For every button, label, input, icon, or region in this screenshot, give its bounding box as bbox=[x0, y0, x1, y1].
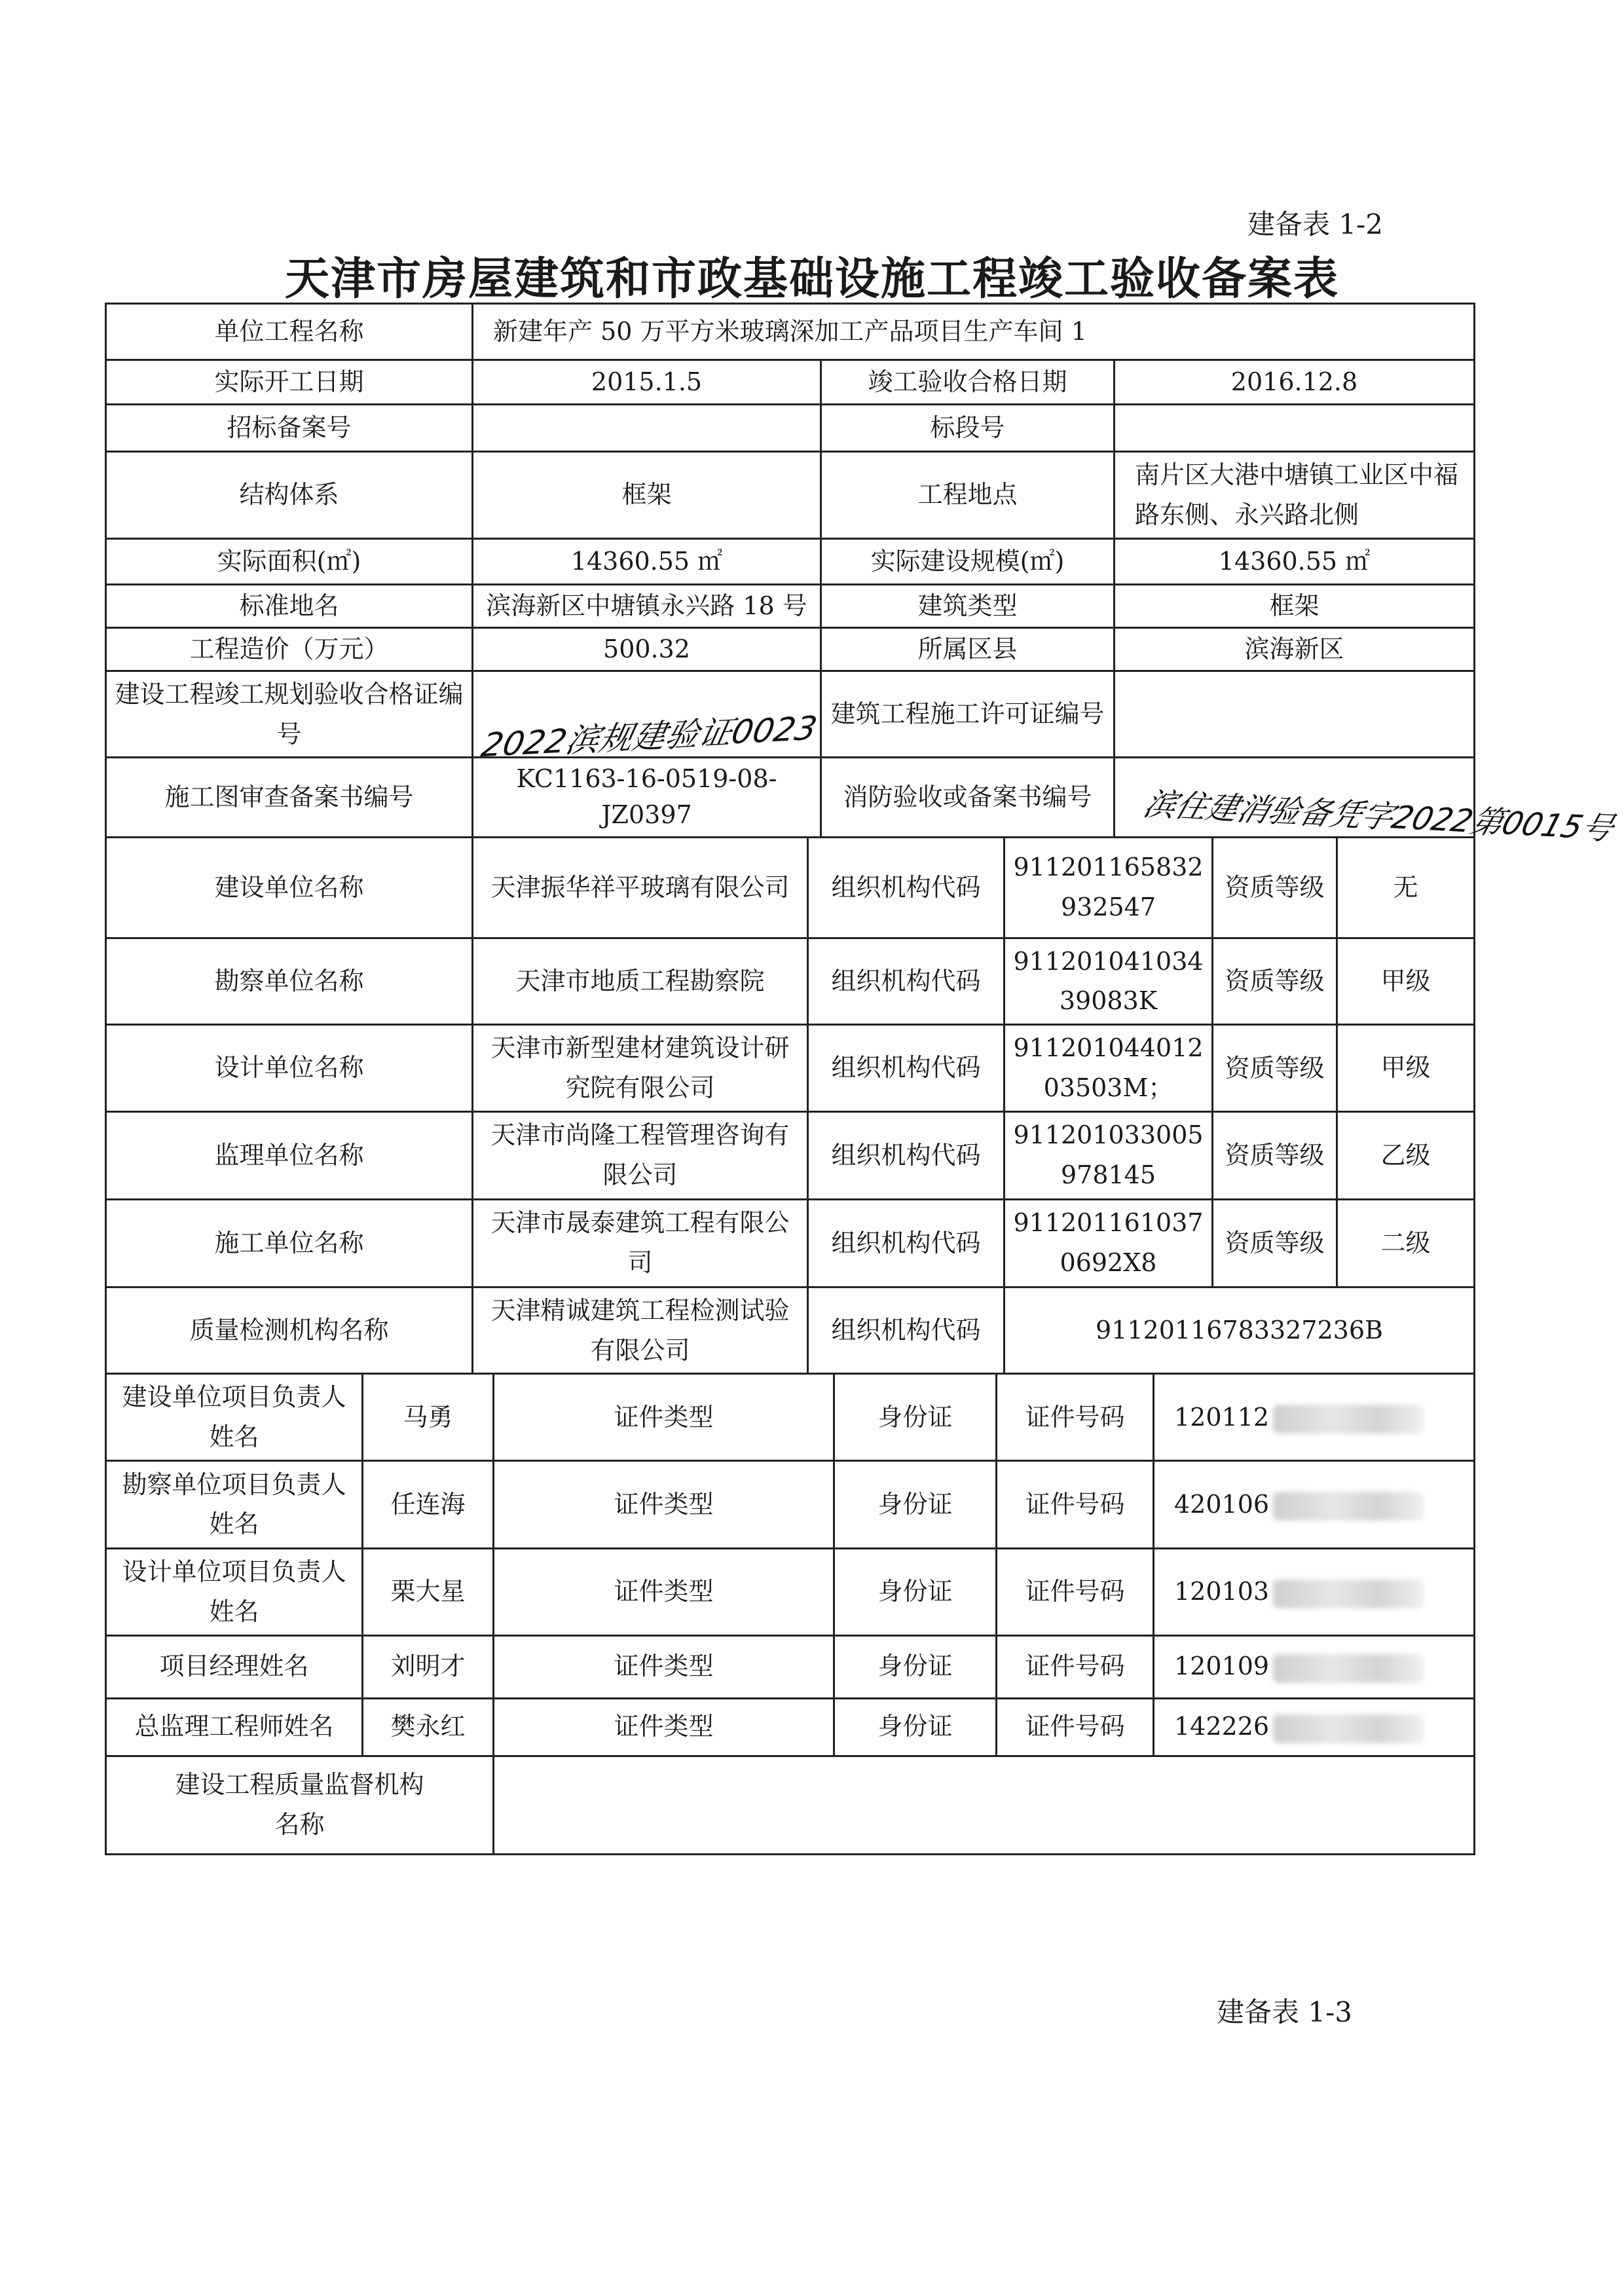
persons-table bbox=[105, 1373, 1475, 1855]
label-quality-supervision: 建设工程质量监督机构名称 bbox=[106, 1756, 494, 1854]
value-qualification-survey: 甲级 bbox=[1337, 938, 1475, 1025]
redacted-area bbox=[1273, 1405, 1424, 1434]
label-id-type-build: 证件类型 bbox=[494, 1374, 834, 1461]
handwritten-fire-record-number: 滨住建消验备凭字2022第0015号 bbox=[1139, 786, 1619, 847]
value-org-code-design: 91120104401203503M； bbox=[1005, 1025, 1213, 1112]
label-id-number-survey: 证件号码 bbox=[997, 1460, 1154, 1548]
label-org-code-supervision: 组织机构代码 bbox=[808, 1111, 1005, 1199]
label-bid-record-no: 招标备案号 bbox=[106, 405, 473, 452]
value-bid-record-no bbox=[473, 405, 821, 452]
label-start-date: 实际开工日期 bbox=[106, 360, 473, 405]
id-prefix: 120103 bbox=[1174, 1577, 1270, 1606]
value-location: 南片区大港中塘镇工业区中福路东侧、永兴路北侧 bbox=[1115, 452, 1475, 539]
label-building-type: 建筑类型 bbox=[821, 584, 1115, 627]
document-title: 天津市房屋建筑和市政基础设施工程竣工验收备案表 bbox=[284, 253, 1339, 305]
value-unit-construction-name: 天津市晟泰建筑工程有限公司 bbox=[473, 1199, 808, 1287]
form-number-bottom: 建备表 1-3 bbox=[1217, 1996, 1352, 2028]
label-address: 标准地名 bbox=[106, 584, 473, 627]
form-number-top: 建备表 1-2 bbox=[1247, 208, 1383, 240]
redacted-area bbox=[1273, 1580, 1424, 1608]
value-id-type-build: 身份证 bbox=[834, 1374, 997, 1461]
label-permit-no: 建筑工程施工许可证编号 bbox=[821, 671, 1115, 758]
value-section-no bbox=[1115, 405, 1475, 452]
value-person-design-name: 栗大星 bbox=[363, 1548, 494, 1635]
label-org-code-build: 组织机构代码 bbox=[808, 837, 1005, 938]
value-org-code-survey: 91120104103439083K bbox=[1005, 938, 1213, 1025]
label-unit-supervision: 监理单位名称 bbox=[106, 1111, 473, 1199]
redacted-area bbox=[1273, 1654, 1424, 1683]
id-prefix: 120109 bbox=[1174, 1652, 1270, 1681]
label-qualification-supervision: 资质等级 bbox=[1213, 1111, 1337, 1199]
value-start-date: 2015.1.5 bbox=[473, 360, 821, 405]
redacted-area bbox=[1273, 1492, 1424, 1521]
value-id-number-survey bbox=[1154, 1460, 1475, 1548]
value-testing-org-name: 天津精诚建筑工程检测试验有限公司 bbox=[473, 1287, 808, 1374]
label-unit-survey: 勘察单位名称 bbox=[106, 938, 473, 1025]
redacted-area bbox=[1273, 1714, 1424, 1743]
value-cost: 500.32 bbox=[473, 627, 821, 671]
label-qualification-build: 资质等级 bbox=[1213, 837, 1337, 938]
label-acceptance-date: 竣工验收合格日期 bbox=[821, 360, 1115, 405]
value-quality-supervision bbox=[494, 1756, 1475, 1854]
label-cost: 工程造价（万元） bbox=[106, 627, 473, 671]
value-id-number-build bbox=[1154, 1374, 1475, 1461]
label-project-name: 单位工程名称 bbox=[106, 304, 473, 360]
value-id-type-survey: 身份证 bbox=[834, 1460, 997, 1548]
units-table bbox=[105, 836, 1475, 1375]
label-district: 所属区县 bbox=[821, 627, 1115, 671]
label-org-code-design: 组织机构代码 bbox=[808, 1025, 1005, 1112]
label-person-design: 设计单位项目负责人姓名 bbox=[106, 1548, 363, 1635]
label-testing-org: 质量检测机构名称 bbox=[106, 1287, 473, 1374]
label-org-code-survey: 组织机构代码 bbox=[808, 938, 1005, 1025]
value-unit-supervision-name: 天津市尚隆工程管理咨询有限公司 bbox=[473, 1111, 808, 1199]
label-id-number-build: 证件号码 bbox=[997, 1374, 1154, 1461]
value-id-number-design bbox=[1154, 1548, 1475, 1635]
label-id-number-supervisor: 证件号码 bbox=[997, 1698, 1154, 1756]
label-id-number-manager: 证件号码 bbox=[997, 1635, 1154, 1698]
label-id-type-design: 证件类型 bbox=[494, 1548, 834, 1635]
label-person-build: 建设单位项目负责人姓名 bbox=[106, 1374, 363, 1461]
label-fire-record: 消防验收或备案书编号 bbox=[821, 758, 1115, 837]
project-info-table bbox=[105, 303, 1475, 838]
value-address: 滨海新区中塘镇永兴路 18 号 bbox=[473, 584, 821, 627]
value-id-number-supervisor bbox=[1154, 1698, 1475, 1756]
label-area: 实际面积(㎡) bbox=[106, 538, 473, 584]
label-qualification-design: 资质等级 bbox=[1213, 1025, 1337, 1112]
value-permit-no bbox=[1115, 671, 1475, 758]
value-unit-design-name: 天津市新型建材建筑设计研究院有限公司 bbox=[473, 1025, 808, 1112]
label-plan-cert: 建设工程竣工规划验收合格证编号 bbox=[106, 671, 473, 758]
value-id-type-manager: 身份证 bbox=[834, 1635, 997, 1698]
label-drawing-review: 施工图审查备案书编号 bbox=[106, 758, 473, 837]
label-qualification-survey: 资质等级 bbox=[1213, 938, 1337, 1025]
label-unit-design: 设计单位名称 bbox=[106, 1025, 473, 1112]
value-org-code-supervision: 911201033005978145 bbox=[1005, 1111, 1213, 1199]
value-scale: 14360.55 ㎡ bbox=[1115, 538, 1475, 584]
value-area: 14360.55 ㎡ bbox=[473, 538, 821, 584]
label-unit-construction: 施工单位名称 bbox=[106, 1199, 473, 1287]
label-location: 工程地点 bbox=[821, 452, 1115, 539]
value-drawing-review: KC1163-16-0519-08-JZ0397 bbox=[473, 758, 821, 837]
value-org-code-build: 911201165832932547 bbox=[1005, 837, 1213, 938]
value-id-number-manager bbox=[1154, 1635, 1475, 1698]
value-project-name: 新建年产 50 万平方米玻璃深加工产品项目生产车间 1 bbox=[473, 304, 1475, 360]
value-qualification-supervision: 乙级 bbox=[1337, 1111, 1475, 1199]
value-district: 滨海新区 bbox=[1115, 627, 1475, 671]
id-prefix: 420106 bbox=[1174, 1489, 1270, 1519]
label-scale: 实际建设规模(㎡) bbox=[821, 538, 1115, 584]
value-org-code-testing: 91120116783327236B bbox=[1005, 1287, 1475, 1374]
value-structure: 框架 bbox=[473, 452, 821, 539]
label-chief-supervisor: 总监理工程师姓名 bbox=[106, 1698, 363, 1756]
label-id-type-survey: 证件类型 bbox=[494, 1460, 834, 1548]
label-section-no: 标段号 bbox=[821, 405, 1115, 452]
label-qualification-construction: 资质等级 bbox=[1213, 1199, 1337, 1287]
value-unit-survey-name: 天津市地质工程勘察院 bbox=[473, 938, 808, 1025]
value-qualification-construction: 二级 bbox=[1337, 1199, 1475, 1287]
value-unit-build-name: 天津振华祥平玻璃有限公司 bbox=[473, 837, 808, 938]
value-building-type: 框架 bbox=[1115, 584, 1475, 627]
label-structure: 结构体系 bbox=[106, 452, 473, 539]
value-org-code-construction: 9112011610370692X8 bbox=[1005, 1199, 1213, 1287]
label-org-code-construction: 组织机构代码 bbox=[808, 1199, 1005, 1287]
value-person-survey-name: 任连海 bbox=[363, 1460, 494, 1548]
value-qualification-build: 无 bbox=[1337, 837, 1475, 938]
label-unit-build: 建设单位名称 bbox=[106, 837, 473, 938]
value-id-type-design: 身份证 bbox=[834, 1548, 997, 1635]
id-prefix: 142226 bbox=[1174, 1712, 1270, 1741]
value-person-build-name: 马勇 bbox=[363, 1374, 494, 1461]
label-id-number-design: 证件号码 bbox=[997, 1548, 1154, 1635]
label-person-survey: 勘察单位项目负责人姓名 bbox=[106, 1460, 363, 1548]
label-id-type-manager: 证件类型 bbox=[494, 1635, 834, 1698]
label-id-type-supervisor: 证件类型 bbox=[494, 1698, 834, 1756]
record-form bbox=[105, 303, 1473, 1855]
label-project-manager: 项目经理姓名 bbox=[106, 1635, 363, 1698]
value-id-type-supervisor: 身份证 bbox=[834, 1698, 997, 1756]
id-prefix: 120112 bbox=[1174, 1402, 1270, 1432]
label-org-code-testing: 组织机构代码 bbox=[808, 1287, 1005, 1374]
value-acceptance-date: 2016.12.8 bbox=[1115, 360, 1475, 405]
value-chief-supervisor-name: 樊永红 bbox=[363, 1698, 494, 1756]
value-qualification-design: 甲级 bbox=[1337, 1025, 1475, 1112]
handwritten-plan-cert-number: 2022滨规建验证0023 bbox=[478, 709, 821, 765]
value-project-manager-name: 刘明才 bbox=[363, 1635, 494, 1698]
